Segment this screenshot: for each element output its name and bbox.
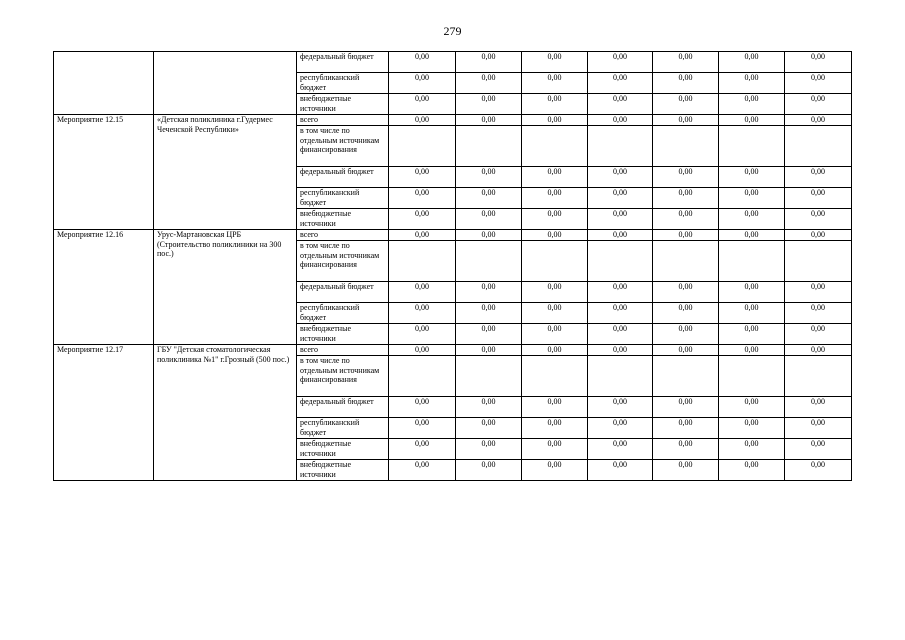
amount-cell: 0,00 xyxy=(653,439,719,460)
amount-cell: 0,00 xyxy=(719,52,785,73)
amount-cell: 0,00 xyxy=(719,167,785,188)
amount-cell: 0,00 xyxy=(653,115,719,126)
amount-cell: 0,00 xyxy=(456,167,522,188)
amount-cell xyxy=(719,356,785,397)
amount-cell: 0,00 xyxy=(785,345,852,356)
event-name xyxy=(154,52,297,115)
amount-cell: 0,00 xyxy=(456,52,522,73)
amount-cell xyxy=(785,241,852,282)
amount-cell: 0,00 xyxy=(588,115,653,126)
amount-cell: 0,00 xyxy=(785,460,852,481)
amount-cell: 0,00 xyxy=(719,439,785,460)
amount-cell: 0,00 xyxy=(785,209,852,230)
source-label: федеральный бюджет xyxy=(297,397,389,418)
amount-cell xyxy=(389,241,456,282)
amount-cell: 0,00 xyxy=(719,209,785,230)
amount-cell: 0,00 xyxy=(389,73,456,94)
event-name: ГБУ "Детская стоматологическая поликлиника №1" г.Грозный (500 пос.) xyxy=(154,345,297,481)
event-name: Урус-Мартановская ЦРБ (Строительство поликлиники на 300 пос.) xyxy=(154,230,297,345)
amount-cell: 0,00 xyxy=(522,230,588,241)
amount-cell: 0,00 xyxy=(522,460,588,481)
amount-cell: 0,00 xyxy=(522,73,588,94)
amount-cell: 0,00 xyxy=(389,324,456,345)
amount-cell: 0,00 xyxy=(588,209,653,230)
table-row xyxy=(54,345,852,356)
amount-cell: 0,00 xyxy=(719,418,785,439)
amount-cell: 0,00 xyxy=(522,418,588,439)
source-label: федеральный бюджет xyxy=(297,167,389,188)
amount-cell: 0,00 xyxy=(719,94,785,115)
amount-cell xyxy=(588,126,653,167)
amount-cell: 0,00 xyxy=(588,324,653,345)
amount-cell: 0,00 xyxy=(719,73,785,94)
event-code: Мероприятие 12.15 xyxy=(54,115,154,230)
amount-cell: 0,00 xyxy=(653,418,719,439)
amount-cell: 0,00 xyxy=(456,460,522,481)
table-row xyxy=(54,230,852,241)
amount-cell: 0,00 xyxy=(653,73,719,94)
source-label: республиканский бюджет xyxy=(297,73,389,94)
amount-cell: 0,00 xyxy=(653,397,719,418)
amount-cell: 0,00 xyxy=(389,52,456,73)
source-label: республиканский бюджет xyxy=(297,303,389,324)
amount-cell xyxy=(588,241,653,282)
amount-cell: 0,00 xyxy=(785,303,852,324)
amount-cell: 0,00 xyxy=(456,282,522,303)
amount-cell: 0,00 xyxy=(719,115,785,126)
amount-cell: 0,00 xyxy=(719,230,785,241)
amount-cell: 0,00 xyxy=(588,188,653,209)
amount-cell: 0,00 xyxy=(456,209,522,230)
amount-cell: 0,00 xyxy=(522,94,588,115)
amount-cell: 0,00 xyxy=(653,282,719,303)
amount-cell: 0,00 xyxy=(785,94,852,115)
amount-cell xyxy=(719,241,785,282)
amount-cell xyxy=(785,126,852,167)
page-number: 279 xyxy=(443,24,462,38)
source-label: республиканский бюджет xyxy=(297,418,389,439)
amount-cell: 0,00 xyxy=(588,439,653,460)
amount-cell: 0,00 xyxy=(389,418,456,439)
amount-cell: 0,00 xyxy=(785,230,852,241)
table-row xyxy=(54,115,852,126)
amount-cell: 0,00 xyxy=(456,345,522,356)
amount-cell: 0,00 xyxy=(456,188,522,209)
source-label: всего xyxy=(297,115,389,126)
amount-cell: 0,00 xyxy=(719,188,785,209)
amount-cell: 0,00 xyxy=(785,282,852,303)
amount-cell: 0,00 xyxy=(719,460,785,481)
amount-cell: 0,00 xyxy=(785,115,852,126)
amount-cell: 0,00 xyxy=(785,188,852,209)
amount-cell: 0,00 xyxy=(522,115,588,126)
amount-cell: 0,00 xyxy=(389,188,456,209)
amount-cell: 0,00 xyxy=(588,167,653,188)
source-label: внебюджетные источники xyxy=(297,209,389,230)
source-label: в том числе по отдельным источникам финансирования xyxy=(297,356,389,397)
amount-cell xyxy=(588,356,653,397)
amount-cell: 0,00 xyxy=(522,324,588,345)
amount-cell: 0,00 xyxy=(522,303,588,324)
amount-cell: 0,00 xyxy=(588,230,653,241)
amount-cell: 0,00 xyxy=(456,324,522,345)
amount-cell: 0,00 xyxy=(719,324,785,345)
table-row xyxy=(54,52,852,73)
amount-cell: 0,00 xyxy=(785,73,852,94)
source-label: внебюджетные источники xyxy=(297,460,389,481)
amount-cell xyxy=(456,356,522,397)
source-label: республиканский бюджет xyxy=(297,188,389,209)
amount-cell: 0,00 xyxy=(389,94,456,115)
amount-cell: 0,00 xyxy=(389,167,456,188)
amount-cell: 0,00 xyxy=(522,188,588,209)
amount-cell: 0,00 xyxy=(456,303,522,324)
amount-cell: 0,00 xyxy=(389,460,456,481)
amount-cell: 0,00 xyxy=(456,73,522,94)
amount-cell: 0,00 xyxy=(389,439,456,460)
amount-cell: 0,00 xyxy=(653,460,719,481)
amount-cell xyxy=(653,356,719,397)
amount-cell xyxy=(456,241,522,282)
amount-cell: 0,00 xyxy=(653,94,719,115)
amount-cell: 0,00 xyxy=(522,209,588,230)
amount-cell: 0,00 xyxy=(588,418,653,439)
amount-cell: 0,00 xyxy=(719,303,785,324)
amount-cell xyxy=(456,126,522,167)
source-label: федеральный бюджет xyxy=(297,52,389,73)
amount-cell: 0,00 xyxy=(785,324,852,345)
amount-cell: 0,00 xyxy=(653,303,719,324)
amount-cell xyxy=(653,241,719,282)
source-label: внебюджетные источники xyxy=(297,324,389,345)
amount-cell: 0,00 xyxy=(456,418,522,439)
amount-cell: 0,00 xyxy=(389,230,456,241)
amount-cell: 0,00 xyxy=(588,73,653,94)
event-code xyxy=(54,52,154,115)
amount-cell: 0,00 xyxy=(522,345,588,356)
amount-cell: 0,00 xyxy=(522,52,588,73)
amount-cell: 0,00 xyxy=(456,115,522,126)
amount-cell: 0,00 xyxy=(456,230,522,241)
source-label: федеральный бюджет xyxy=(297,282,389,303)
amount-cell: 0,00 xyxy=(653,188,719,209)
amount-cell: 0,00 xyxy=(389,303,456,324)
source-label: внебюджетные источники xyxy=(297,94,389,115)
amount-cell: 0,00 xyxy=(389,345,456,356)
amount-cell: 0,00 xyxy=(588,460,653,481)
source-label: всего xyxy=(297,230,389,241)
amount-cell: 0,00 xyxy=(588,282,653,303)
amount-cell: 0,00 xyxy=(588,94,653,115)
amount-cell: 0,00 xyxy=(588,345,653,356)
event-code: Мероприятие 12.17 xyxy=(54,345,154,481)
amount-cell: 0,00 xyxy=(588,303,653,324)
amount-cell xyxy=(785,356,852,397)
amount-cell xyxy=(522,126,588,167)
amount-cell: 0,00 xyxy=(456,439,522,460)
amount-cell xyxy=(389,356,456,397)
amount-cell: 0,00 xyxy=(653,324,719,345)
amount-cell: 0,00 xyxy=(389,115,456,126)
amount-cell: 0,00 xyxy=(389,282,456,303)
amount-cell: 0,00 xyxy=(522,439,588,460)
amount-cell: 0,00 xyxy=(785,418,852,439)
event-name: «Детская поликлиника г.Гудермес Чеченской Республики» xyxy=(154,115,297,230)
amount-cell: 0,00 xyxy=(785,167,852,188)
source-label: всего xyxy=(297,345,389,356)
amount-cell: 0,00 xyxy=(588,52,653,73)
amount-cell: 0,00 xyxy=(785,397,852,418)
amount-cell xyxy=(522,241,588,282)
amount-cell: 0,00 xyxy=(653,345,719,356)
amount-cell: 0,00 xyxy=(522,282,588,303)
amount-cell: 0,00 xyxy=(785,52,852,73)
amount-cell xyxy=(522,356,588,397)
amount-cell: 0,00 xyxy=(785,439,852,460)
financing-table xyxy=(53,51,852,481)
amount-cell: 0,00 xyxy=(522,397,588,418)
amount-cell: 0,00 xyxy=(389,209,456,230)
amount-cell: 0,00 xyxy=(653,230,719,241)
amount-cell: 0,00 xyxy=(456,397,522,418)
source-label: в том числе по отдельным источникам финансирования xyxy=(297,241,389,282)
amount-cell: 0,00 xyxy=(653,52,719,73)
amount-cell: 0,00 xyxy=(588,397,653,418)
amount-cell xyxy=(653,126,719,167)
amount-cell: 0,00 xyxy=(719,397,785,418)
source-label: в том числе по отдельным источникам финансирования xyxy=(297,126,389,167)
source-label: внебюджетные источники xyxy=(297,439,389,460)
amount-cell xyxy=(389,126,456,167)
amount-cell: 0,00 xyxy=(719,282,785,303)
amount-cell xyxy=(719,126,785,167)
amount-cell: 0,00 xyxy=(522,167,588,188)
amount-cell: 0,00 xyxy=(653,167,719,188)
amount-cell: 0,00 xyxy=(456,94,522,115)
amount-cell: 0,00 xyxy=(389,397,456,418)
event-code: Мероприятие 12.16 xyxy=(54,230,154,345)
amount-cell: 0,00 xyxy=(719,345,785,356)
amount-cell: 0,00 xyxy=(653,209,719,230)
